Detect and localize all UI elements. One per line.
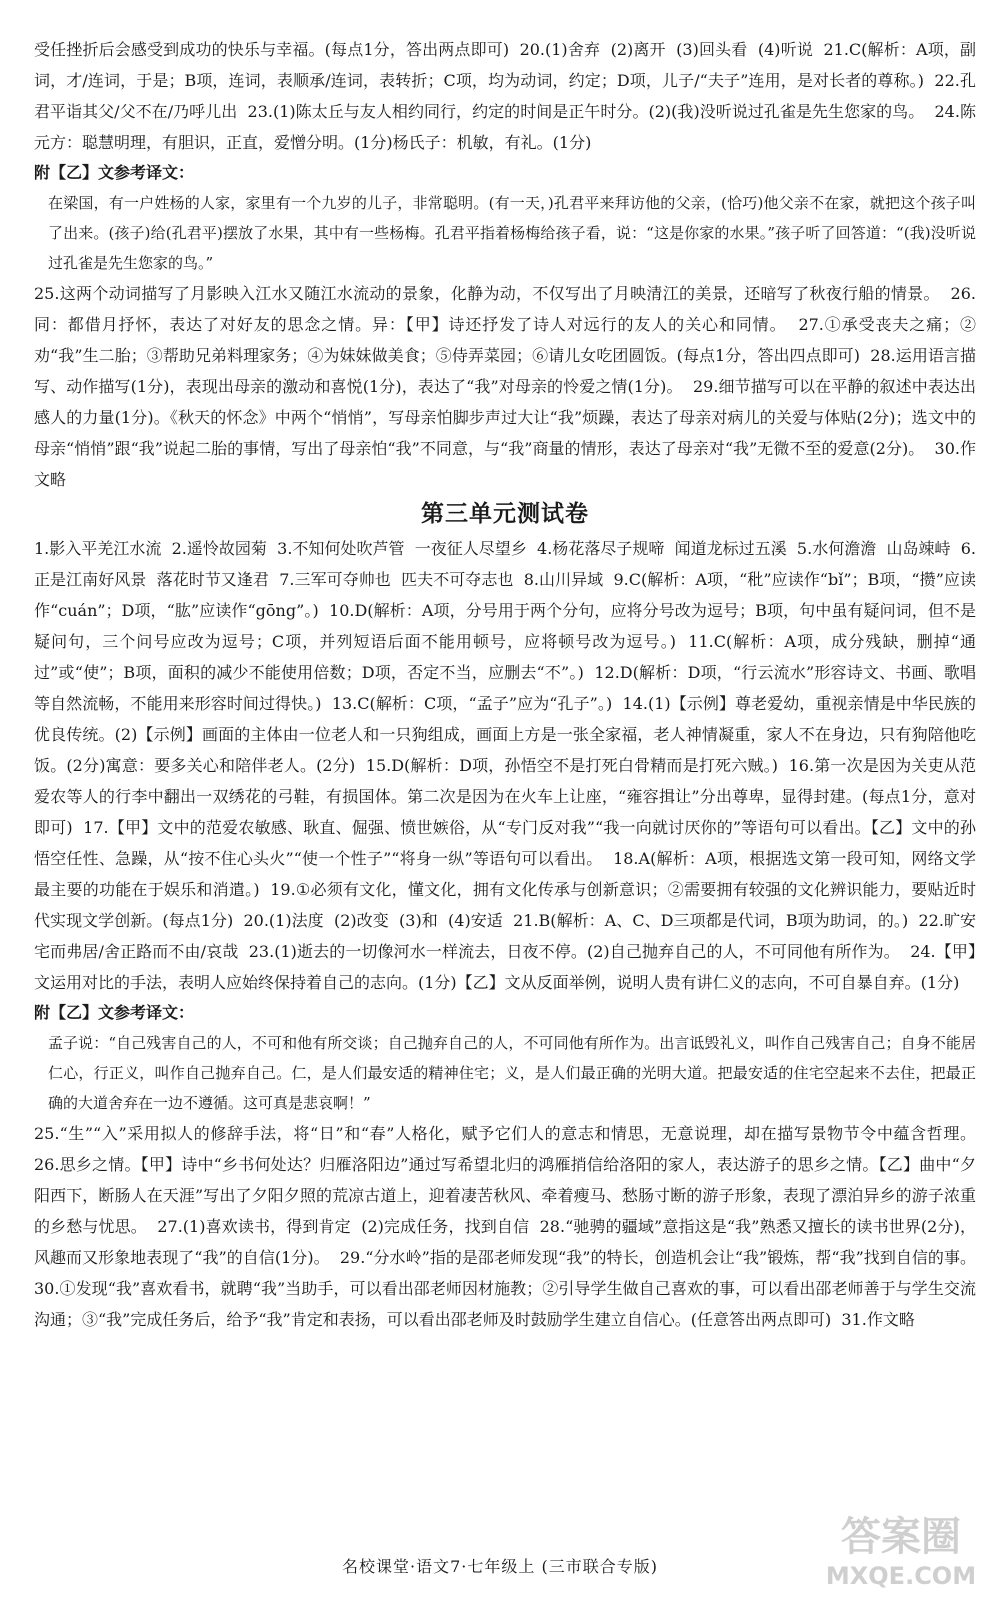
watermark-text-bottom: MXQE.COM — [825, 1562, 977, 1590]
unit3-answers-part-a: 1.影入平羌江水流 2.遥怜故园菊 3.不知何处吹芦管 一夜征人尽望乡 4.杨花落尽子规啼 闻道龙标过五溪 5.水何澹澹 山岛竦峙 6.正是江南好风景 落花时节又逢君 7.三军可夺帅也 匹夫不可夺志也 8.山川异域 9.C(解析：A项，“秕”应读作“bǐ”；B项，“攒”应读作“cuán”；D项，“肱”应读作“gōng”。) 10.D(解析：A项，分号用于两个分句，应将分号改为逗号；B项，句中虽有疑问词，但不是疑问句，三个问号应改为逗号；C项，并列短语后面不能用顿号，应将顿号改为逗号。) 11.C(解析：A项，成分残缺，删掉“通过”或“使”；B项，面积的减少不能使用倍数；D项，否定不当，应删去“不”。) 12.D(解析：D项，“行云流水”形容诗文、书画、歌唱等自然流畅，不能用来形容时间过得快。) 13.C(解析：C项，“孟子”应为“孔子”。) 14.(1)【示例】尊老爱幼，重视亲情是中华民族的优良传统。(2)【示例】画面的主体由一位老人和一只狗组成，画面上方是一张全家福，老人神情凝重，家人不在身边，只有狗陪他吃饭。(2分)寓意：要多关心和陪伴老人。(2分) 15.D(解析：D项，孙悟空不是打死白骨精而是打死六贼。) 16.第一次是因为关吏从范爱农等人的行李中翻出一双绣花的弓鞋，有损国体。第二次是因为在火车上让座，“雍容揖让”分出尊卑，显得封建。(每点1分，意对即可) 17.【甲】文中的范爱农敏感、耿直、倔强、愤世嫉俗，从“专门反对我”“我一向就讨厌你的”等语句可以看出。【乙】文中的孙悟空任性、急躁，从“按不住心头火”“使一个性子”“将身一纵”等语句可以看出。 18.A(解析：A项，根据选文第一段可知，网络文学最主要的功能在于娱乐和消遣。) 19.①必须有文化，懂文化，拥有文化传承与创新意识；②需要拥有较强的文化辨识能力，要贴近时代实现文学创新。(每点1分) 20.(1)法度 (2)改变 (3)和 (4)安适 21.B(解析：A、C、D三项都是代词，B项为助词，的。) 22.旷安宅而弗居/舍正路而不由/哀哉 23.(1)逝去的一切像河水一样流去，日夜不停。(2)自己抛弃自己的人，不可同他有所作为。 24.【甲】文运用对比的手法，表明人应始终保持着自己的志向。(1分)【乙】文从反面举例，说明人贵有讲仁义的志向，不可自暴自弃。(1分) — [34, 539, 976, 992]
unit2-answers-part-b: 25.这两个动词描写了月影映入江水又随江水流动的景象，化静为动，不仅写出了月映清江的美景，还暗写了秋夜行船的情景。 26.同：都借月抒怀，表达了对好友的思念之情。异：【甲】诗还抒发了诗人对远行的友人的关心和同情。 27.①承受丧夫之痛；②劝“我”生二胎；③帮助兄弟料理家务；④为妹妹做美食；⑤侍弄菜园；⑥请儿女吃团圆饭。(每点1分，答出四点即可) 28.运用语言描写、动作描写(1分)，表现出母亲的激动和喜悦(1分)，表达了“我”对母亲的怜爱之情(1分)。 29.细节描写可以在平静的叙述中表达出感人的力量(1分)。《秋天的怀念》中两个“悄悄”，写母亲怕脚步声过大让“我”烦躁，表达了母亲对病儿的关爱与体贴(2分)；选文中的母亲“悄悄”跟“我”说起二胎的事情，写出了母亲怕“我”不同意，与“我”商量的情形，表达了母亲对“我”无微不至的爱意(2分)。 30.作文略 — [34, 284, 976, 489]
unit3-answers-part-b: 25.“生”“入”采用拟人的修辞手法，将“日”和“春”人格化，赋予它们人的意志和情思，无意说理，却在描写景物节令中蕴含哲理。 26.思乡之情。【甲】诗中“乡书何处达？归雁洛阳边”通过写希望北归的鸿雁捎信给洛阳的家人，表达游子的思乡之情。【乙】曲中“夕阳西下，断肠人在天涯”写出了夕阳夕照的荒凉古道上，迎着凄苦秋风、牵着瘦马、愁肠寸断的游子形象，表现了漂泊异乡的游子浓重的乡愁与忧思。 27.(1)喜欢读书，得到肯定 (2)完成任务，找到自信 28.“驰骋的疆域”意指这是“我”熟悉又擅长的读书世界(2分)，风趣而又形象地表现了“我”的自信(1分)。 29.“分水岭”指的是邵老师发现“我”的特长，创造机会让“我”锻炼，帮“我”找到自信的事。 30.①发现“我”喜欢看书，就聘“我”当助手，可以看出邵老师因材施教；②引导学生做自己喜欢的事，可以看出邵老师善于与学生交流沟通；③“我”完成任务后，给予“我”肯定和表扬，可以看出邵老师及时鼓励学生建立自信心。(任意答出两点即可) 31.作文略 — [34, 1124, 987, 1329]
watermark-logo — [816, 1500, 986, 1592]
unit2-translation-text: 在梁国，有一户姓杨的人家，家里有一个九岁的儿子，非常聪明。(有一天，)孔君平来拜访他的父亲，(恰巧)他父亲不在家，就把这个孩子叫了出来。(孩子)给(孔君平)摆放了水果，其中有一些杨梅。孔君平指着杨梅给孩子看，说：“这是你家的水果。”孩子听了回答道：“(我)没听说过孔雀是先生您家的鸟。” — [48, 194, 976, 272]
unit2-translation-heading: 附【乙】文参考译文： — [34, 163, 195, 182]
unit2-answers-tail: 受任挫折后会感受到成功的快乐与幸福。(每点1分，答出两点即可) 20.(1)舍弃 (2)离开 (3)回头看 (4)听说 21.C(解析：A项，副词，才/连词，于是；B项，连词，表顺承/连词，表转折；C项，均为动词，约定；D项，儿子/“夫子”连用，是对长者的尊称。) 22.孔君平诣其父/父不在/乃呼儿出 23.(1)陈太丘与友人相约同行，约定的时间是正午时分。(2)(我)没听说过孔雀是先生您家的鸟。 24.陈元方：聪慧明理，有胆识，正直，爱憎分明。(1分)杨氏子：机敏，有礼。(1分) — [34, 40, 976, 152]
unit3-title: 第三单元测试卷 — [421, 500, 589, 527]
page-footer: 名校课堂·语文7·七年级上 (三市联合专版) — [342, 1557, 658, 1576]
unit3-translation-text: 孟子说：“自己残害自己的人，不可和他有所交谈；自己抛弃自己的人，不可同他有所作为。出言诋毁礼义，叫作自己残害自己；自身不能居仁心，行正义，叫作自己抛弃自己。仁，是人们最安适的精神住宅；义，是人们最正确的光明大道。把最安适的住宅空起来不去住，把最正确的大道舍弃在一边不遵循。这可真是悲哀啊！” — [48, 1034, 976, 1112]
unit3-translation-heading: 附【乙】文参考译文： — [34, 1003, 195, 1022]
watermark-text-top: 答案圈 — [841, 1514, 961, 1560]
